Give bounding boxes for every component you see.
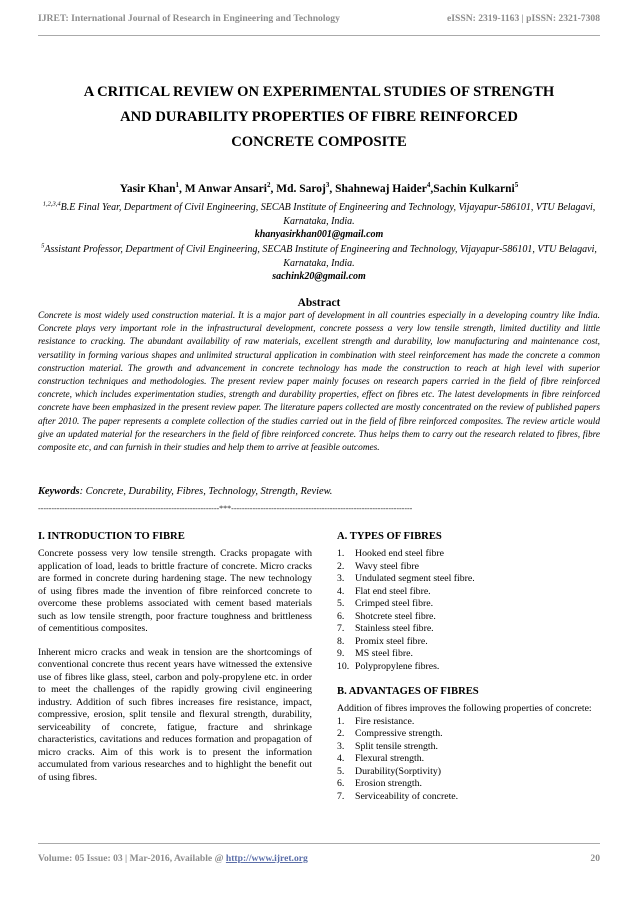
affiliation-text: Assistant Professor, Department of Civil Engineering, SECAB Institute of Engineering and Technology, Vijayapur-586101, VTU Belagavi, Karnataka, India.	[44, 244, 597, 269]
author: Yasir Khan$^1$,	[119, 181, 185, 195]
abstract-heading: Abstract	[297, 297, 341, 309]
running-header	[38, 13, 600, 24]
list-item: 7. Serviceability of concrete.	[337, 790, 459, 802]
list-item: 6. Erosion strength.	[337, 778, 422, 789]
affiliation-text: B.E Final Year, Department of Civil Engineering, SECAB Institute of Engineering and Technology, Vijayapur-586101, VTU Belagavi, Karnataka, India.	[60, 202, 596, 227]
title-line: A CRITICAL REVIEW ON EXPERIMENTAL STUDIES OF STRENGTH	[83, 84, 555, 100]
header-rule	[38, 35, 600, 36]
fibre-advantages-list	[337, 716, 600, 804]
affiliation	[38, 240, 600, 284]
paragraph: Addition of fibres improves the following properties of concrete:	[337, 703, 592, 714]
title-line: AND DURABILITY PROPERTIES OF FIBRE REINFORCED	[120, 109, 518, 125]
list-item: 1. Fire resistance.	[337, 715, 415, 727]
section-separator: --------------------------------------------------------------------***--------------------------------------------------------------------	[38, 504, 413, 513]
fibre-types-list	[337, 548, 600, 673]
list-item: 3. Split tensile strength.	[337, 740, 438, 752]
list-item: 3. Undulated segment steel fibre.	[337, 573, 475, 584]
author-email[interactable]: khanyasirkhan001@gmail.com	[254, 229, 384, 241]
author-email[interactable]: sachink20@gmail.com	[272, 271, 366, 283]
section-heading: A. TYPES OF FIBRES	[337, 531, 442, 542]
list-item: 1. Hooked end steel fibre	[337, 548, 444, 559]
paragraph: Inherent micro cracks and weak in tension are the shortcomings of conventional concrete thus recent years have witnessed the extensive use of fibres like glass, steel, carbon and poly-propylene etc. in order to meet the challenges of the rapidly growing civil engineering industry. Addition of such fibres increases fire resistance, impact, compressive, erosion, split tensile and flexural strength, durability, serviceability of concrete, fatigue, fracture and shrinkage characteristics, cavitations and reduces formation and propagation of micro cracks. Aim of this work is to present the information accumulated from various researches and to highlight the benefit out of using fibres.	[38, 646, 312, 783]
footer-rule	[38, 843, 600, 844]
journal-link[interactable]: http://www.ijret.org	[225, 853, 308, 864]
list-item: 2. Compressive strength.	[337, 728, 443, 739]
list-item: 5. Crimped steel fibre.	[337, 598, 434, 609]
section-heading: B. ADVANTAGES OF FIBRES	[337, 686, 479, 697]
author: M Anwar Ansari$^2$,	[184, 181, 277, 195]
running-footer	[38, 853, 600, 864]
keywords	[38, 486, 600, 497]
right-column	[337, 531, 600, 803]
affiliation-marker: 1,2,3,4	[42, 201, 61, 208]
list-item: 8. Promix steel fibre.	[337, 635, 428, 647]
title-line: CONCRETE COMPOSITE	[231, 134, 407, 150]
affiliation	[38, 198, 600, 242]
author-list	[38, 181, 600, 195]
affiliation-marker: 5	[41, 243, 45, 250]
author: Shahnewaj Haider$^4$,	[335, 181, 434, 195]
list-item: 2. Wavy steel fibre	[337, 560, 419, 572]
paragraph: Concrete possess very low tensile strength. Cracks propagate with application of load, leads to brittle fracture of concrete. Micro cracks are formed in concrete during hardening stage. The new technology of using fibres made the invention of fibre reinforced concrete to overcome these problems associated with cement based materials such as low tensile strength, poor fracture toughness and brittleness of cementitious composites.	[38, 548, 312, 634]
footer-volume-info: Volume: 05 Issue: 03 | Mar-2016, Available @ http://www.ijret.org	[38, 853, 308, 864]
journal-name: IJRET: International Journal of Research in Engineering and Technology	[38, 13, 340, 24]
paper-title	[38, 80, 600, 155]
abstract-text: Concrete is most widely used construction material. It is a major part of development in all countries especially in a developing country like India. Concrete plays very important role in the infrastructural development, concrete possess a very low tensile strength, limited ductility and little resistance to cracking. The abundant availability of raw materials, excellent strength and durability, low manufacturing and maintenance cost, versatility in forming various shapes and unlimited structural application in combination with steel reinforcement has made the concrete a common construction material. The growth and advancement in concrete technology has made the construction to reach at high level with superior construction techniques and methodologies. The present review paper mainly focuses on research papers carried in the field of fibre reinforced concrete, which includes experimentation studies, strength and durability properties, effect on fibres etc. The latest developments in fibre reinforced concrete have been emphasized in the present review paper. The literature papers collected are mostly concentrated on the review of published papers after 2010. The paper represents a complete collection of the studies carried out in the field of fibre reinforced composites. The review article would give an updated material for the researchers in the field of fibre reinforced concrete. Thus helps them to carry out the research related to fibres, fibre composite etc, and can furnish in their studies and help them to arrive at feasible outcomes.	[38, 311, 600, 454]
issn-info: eISSN: 2319-1163 | pISSN: 2321-7308	[447, 13, 600, 24]
list-item: 5. Durability(Sorptivity)	[337, 765, 441, 777]
keywords-label: Keywords	[38, 486, 80, 497]
section-heading: I. INTRODUCTION TO FIBRE	[38, 531, 185, 542]
list-item: 7. Stainless steel fibre.	[337, 623, 434, 634]
author: Md. Saroj$^3$,	[276, 181, 336, 195]
list-item: 9. MS steel fibre.	[337, 648, 413, 659]
left-column	[38, 531, 312, 784]
list-item: 10. Polypropylene fibres.	[337, 660, 440, 672]
keywords-text: : Concrete, Durability, Fibres, Technology, Strength, Review.	[79, 486, 333, 497]
list-item: 4. Flexural strength.	[337, 753, 425, 764]
page-number: 20	[590, 853, 600, 864]
author: Sachin Kulkarni$^5$	[433, 181, 519, 195]
list-item: 4. Flat end steel fibre.	[337, 585, 431, 597]
list-item: 6. Shotcrete steel fibre.	[337, 610, 436, 622]
